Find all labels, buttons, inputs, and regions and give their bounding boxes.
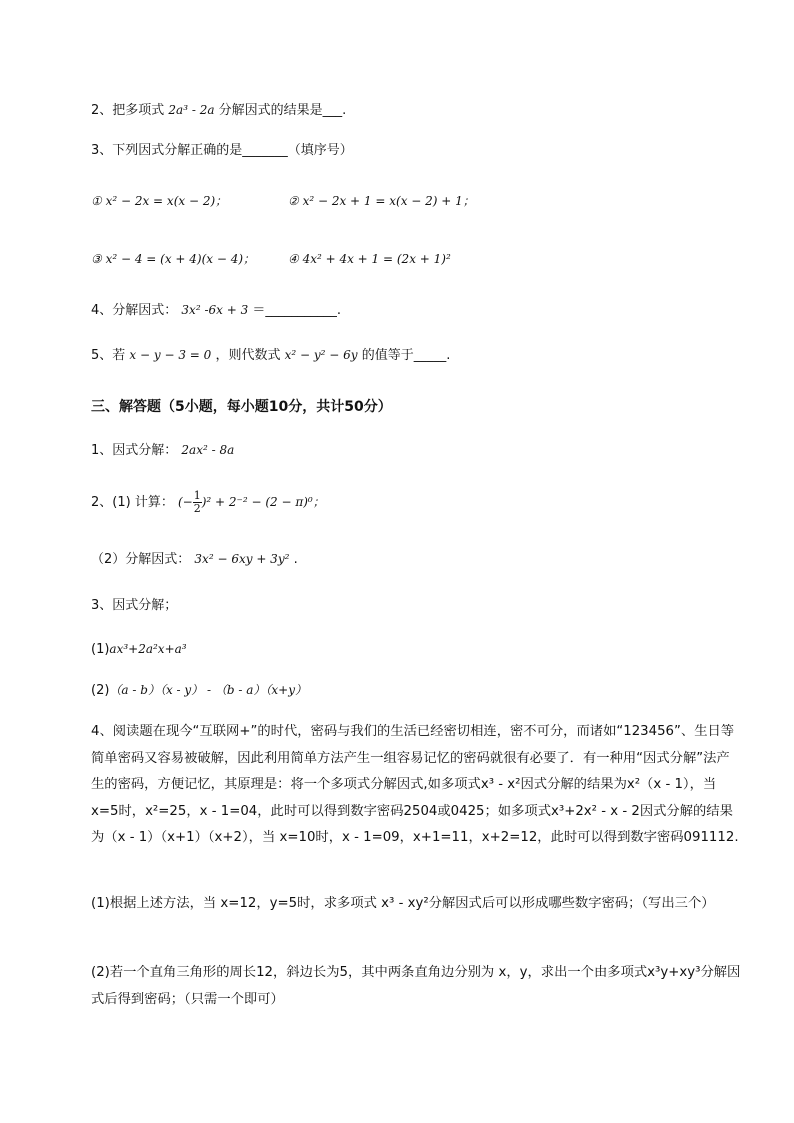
q4-polynomial: 3x² -6x + 3 xyxy=(181,303,249,317)
q3-option-4 xyxy=(288,250,451,268)
fill-question-4 xyxy=(91,301,341,320)
fraction-denominator: 2 xyxy=(193,502,201,515)
a3-p2-expression: （a - b）（x - y） - （b - a）（x+y） xyxy=(109,683,307,697)
q3-text: 3、下列因式分解正确的是_______（填序号） xyxy=(91,143,353,158)
fill-question-5 xyxy=(91,346,450,365)
a2-p1-prefix: 2、(1) 计算： xyxy=(91,495,174,510)
answer-question-3-part-1 xyxy=(91,640,187,659)
reading-question-4-part-2 xyxy=(91,960,741,1013)
section-3-heading xyxy=(91,398,392,416)
q3-option-3-text: ③ x² − 4 = (x + 4)(x − 4)； xyxy=(91,252,256,266)
q4-prefix: 4、分解因式： xyxy=(91,303,178,318)
a2-p1-open: (− xyxy=(177,495,193,509)
q5-condition: x − y − 3 = 0 xyxy=(129,348,212,362)
a1-expression: 2ax² - 8a xyxy=(181,443,235,457)
reading-question-4 xyxy=(91,719,741,852)
reading-question-4-part-1 xyxy=(91,891,741,918)
fraction-numerator: 1 xyxy=(193,489,201,502)
a4-q1: (1)根据上述方法，当 x=12，y=5时，求多项式 x³ - xy²分解因式后可以形成哪些数字密码；（写出三个） xyxy=(91,896,715,911)
answer-question-2-part-2 xyxy=(91,550,298,569)
q3-option-2 xyxy=(288,192,475,210)
q5-suffix: 的值等于_____. xyxy=(361,348,451,363)
q3-option-4-text: ④ 4x² + 4x + 1 = (2x + 1)² xyxy=(288,252,451,266)
answer-question-2-part-1 xyxy=(91,486,325,519)
q2-suffix: 分解因式的结果是___. xyxy=(218,103,347,118)
q3-option-1-text: ① x² − 2x = x(x − 2)； xyxy=(91,194,228,208)
a3-p1-expression: ax³+2a²x+a³ xyxy=(109,642,187,656)
q3-option-1 xyxy=(91,192,227,210)
q5-prefix: 5、若 xyxy=(91,348,126,363)
a3-p2-prefix: (2) xyxy=(91,683,110,698)
a4-q2: (2)若一个直角三角形的周长12，斜边长为5，其中两条直角边分别为 x，y，求出一个由多项式x³y+xy³分解因式后得到密码；（只需一个即可） xyxy=(91,965,741,1007)
answer-question-1 xyxy=(91,441,234,460)
one-half-fraction xyxy=(193,490,202,515)
a4-intro: 4、阅读题在现今“互联网+”的时代，密码与我们的生活已经密切相连，密不可分，而诸如“123456”、生日等简单密码又容易被破解，因此利用简单方法产生一组容易记忆的密码就很有必要了．有一种用“因式分解”法产生的密码，方便记忆，其原理是：将一个多项式分解因式,如多项式x³ - x²因式分解的结果为x²（x - 1），当 x=5时，x²=25，x - 1=04，此时可以得到数字密码2504或0425；如多项式x³+2x² - x - 2因式分解的结果为（x - 1）（x+1）（x+2），当 x=10时，x - 1=09，x+1=11，x+2=12，此时可以得到数字密码091112. xyxy=(91,724,739,845)
a3-title: 3、因式分解； xyxy=(91,598,178,613)
a2-p1-rest: )² + 2⁻² − (2 − π)⁰； xyxy=(201,495,325,509)
q3-option-2-text: ② x² − 2x + 1 = x(x − 2) + 1； xyxy=(288,194,475,208)
a2-p2-prefix: （2）分解因式： xyxy=(91,552,191,567)
q5-mid: ，则代数式 xyxy=(215,348,281,363)
q2-prefix: 2、把多项式 xyxy=(91,103,165,118)
a2-p2-suffix: . xyxy=(293,552,298,567)
fill-question-2 xyxy=(91,101,346,120)
answer-question-3-part-2 xyxy=(91,681,307,700)
q3-option-3 xyxy=(91,250,255,268)
q5-expression: x² − y² − 6y xyxy=(284,348,358,362)
q2-polynomial: 2a³ - 2a xyxy=(168,103,215,117)
a1-prefix: 1、因式分解： xyxy=(91,443,178,458)
fill-question-3 xyxy=(91,142,353,160)
section-3-title: 三、解答题（5小题，每小题10分，共计50分） xyxy=(91,399,392,415)
q4-suffix: ＝___________. xyxy=(252,303,342,318)
answer-question-3 xyxy=(91,597,177,615)
a2-p2-expression: 3x² − 6xy + 3y² xyxy=(194,552,290,566)
a3-p1-prefix: (1) xyxy=(91,642,110,657)
